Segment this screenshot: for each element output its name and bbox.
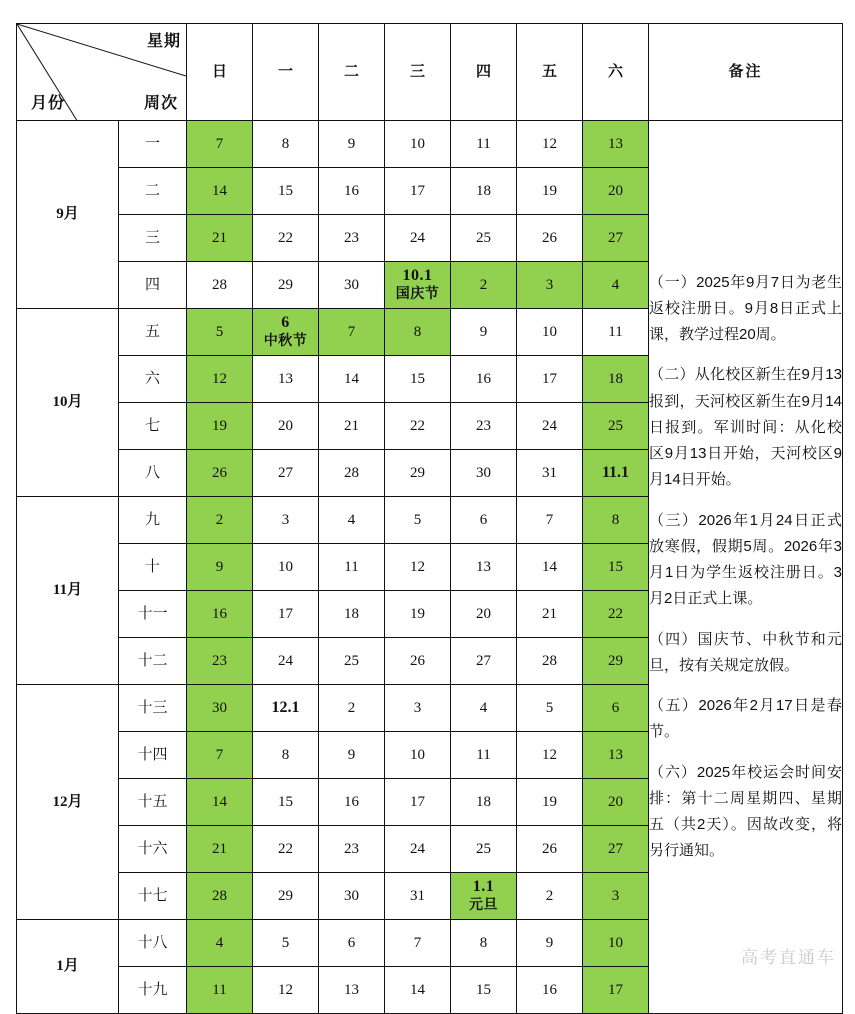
- date-cell[interactable]: 24: [385, 826, 451, 873]
- date-cell[interactable]: 5: [517, 685, 583, 732]
- date-cell[interactable]: 13: [583, 121, 649, 168]
- date-cell[interactable]: 21: [319, 403, 385, 450]
- date-cell[interactable]: 18: [451, 168, 517, 215]
- watermark-label: 高考直通车: [741, 948, 836, 967]
- holiday-cell[interactable]: [451, 873, 517, 920]
- date-cell[interactable]: 7: [187, 121, 253, 168]
- week-number-cell: 十三: [119, 685, 187, 732]
- date-cell[interactable]: 14: [187, 779, 253, 826]
- date-cell[interactable]: 14: [517, 544, 583, 591]
- date-cell[interactable]: 11: [319, 544, 385, 591]
- week-number-cell: 一: [119, 121, 187, 168]
- date-cell[interactable]: 2: [517, 873, 583, 920]
- date-cell[interactable]: 16: [451, 356, 517, 403]
- date-cell[interactable]: 29: [253, 873, 319, 920]
- holiday-cell[interactable]: [385, 262, 451, 309]
- month-label-cell: 1月: [17, 920, 119, 1014]
- date-cell[interactable]: 30: [451, 450, 517, 497]
- date-cell[interactable]: 12: [385, 544, 451, 591]
- date-cell[interactable]: 17: [385, 779, 451, 826]
- date-cell[interactable]: 31: [517, 450, 583, 497]
- date-cell[interactable]: 11: [187, 967, 253, 1014]
- date-cell[interactable]: 13: [319, 967, 385, 1014]
- date-cell[interactable]: 29: [583, 638, 649, 685]
- date-cell[interactable]: 3: [385, 685, 451, 732]
- date-cell[interactable]: 19: [517, 779, 583, 826]
- date-cell[interactable]: 12: [187, 356, 253, 403]
- day-header-6: 六: [583, 24, 649, 121]
- date-cell[interactable]: 29: [385, 450, 451, 497]
- date-cell[interactable]: 4: [319, 497, 385, 544]
- date-cell[interactable]: 12: [517, 732, 583, 779]
- week-number-cell: 十一: [119, 591, 187, 638]
- week-number-cell: 四: [119, 262, 187, 309]
- date-cell[interactable]: 15: [253, 779, 319, 826]
- date-cell[interactable]: 2: [187, 497, 253, 544]
- date-cell[interactable]: 8: [385, 309, 451, 356]
- date-cell[interactable]: 31: [385, 873, 451, 920]
- date-cell[interactable]: 21: [187, 826, 253, 873]
- date-cell[interactable]: 16: [187, 591, 253, 638]
- holiday-date-text: 10.1: [402, 267, 433, 285]
- date-cell[interactable]: 30: [319, 873, 385, 920]
- week-number-cell: 十二: [119, 638, 187, 685]
- week-number-cell: 五: [119, 309, 187, 356]
- note-paragraph-5: （六）2025年校运会时间安排：第十二周星期四、星期五（共2天）。因故改变，将另行通知。: [649, 763, 842, 860]
- date-cell[interactable]: 12.1: [253, 685, 319, 732]
- date-cell[interactable]: 7: [517, 497, 583, 544]
- week-number-cell: 九: [119, 497, 187, 544]
- date-cell[interactable]: 24: [253, 638, 319, 685]
- date-cell[interactable]: 10: [583, 920, 649, 967]
- day-header-2: 二: [319, 24, 385, 121]
- week-number-cell: 八: [119, 450, 187, 497]
- table-row: [17, 121, 843, 168]
- date-cell[interactable]: 2: [451, 262, 517, 309]
- date-cell[interactable]: 14: [187, 168, 253, 215]
- note-paragraph-3: （四）国庆节、中秋节和元旦，按有关规定放假。: [649, 630, 842, 674]
- date-cell[interactable]: 22: [253, 826, 319, 873]
- date-cell[interactable]: 10: [517, 309, 583, 356]
- note-paragraph-0: （一）2025年9月7日为老生返校注册日。9月8日正式上课，教学过程20周。: [649, 273, 842, 343]
- date-cell[interactable]: 19: [385, 591, 451, 638]
- week-number-cell: 十七: [119, 873, 187, 920]
- date-cell[interactable]: 22: [583, 591, 649, 638]
- date-cell[interactable]: 5: [253, 920, 319, 967]
- date-cell[interactable]: 11: [451, 121, 517, 168]
- date-cell[interactable]: 28: [319, 450, 385, 497]
- date-cell[interactable]: 27: [583, 826, 649, 873]
- date-cell[interactable]: 28: [517, 638, 583, 685]
- date-cell[interactable]: 15: [253, 168, 319, 215]
- date-cell[interactable]: 15: [583, 544, 649, 591]
- date-cell[interactable]: 12: [517, 121, 583, 168]
- day-header-3: 三: [385, 24, 451, 121]
- date-cell[interactable]: 9: [319, 121, 385, 168]
- notes-cell: [649, 121, 843, 1014]
- date-cell[interactable]: 17: [583, 967, 649, 1014]
- date-cell[interactable]: 18: [319, 591, 385, 638]
- date-cell[interactable]: 16: [517, 967, 583, 1014]
- date-cell[interactable]: 9: [451, 309, 517, 356]
- date-cell[interactable]: 8: [253, 121, 319, 168]
- date-cell[interactable]: 20: [253, 403, 319, 450]
- date-cell[interactable]: 24: [385, 215, 451, 262]
- day-header-1: 一: [253, 24, 319, 121]
- date-cell[interactable]: 7: [385, 920, 451, 967]
- date-cell[interactable]: 25: [319, 638, 385, 685]
- date-cell[interactable]: 7: [319, 309, 385, 356]
- date-cell[interactable]: 9: [319, 732, 385, 779]
- date-cell[interactable]: 16: [319, 168, 385, 215]
- date-cell[interactable]: 22: [253, 215, 319, 262]
- date-cell[interactable]: 26: [517, 826, 583, 873]
- holiday-name-text: 中秋节: [263, 334, 308, 350]
- date-cell[interactable]: 29: [253, 262, 319, 309]
- date-cell[interactable]: 27: [451, 638, 517, 685]
- date-cell[interactable]: 17: [385, 168, 451, 215]
- date-cell[interactable]: 10: [385, 732, 451, 779]
- date-cell[interactable]: 14: [319, 356, 385, 403]
- date-cell[interactable]: 11: [583, 309, 649, 356]
- date-cell[interactable]: 27: [583, 215, 649, 262]
- date-cell[interactable]: 25: [451, 826, 517, 873]
- date-cell[interactable]: 18: [583, 356, 649, 403]
- date-cell[interactable]: 26: [187, 450, 253, 497]
- week-number-cell: 七: [119, 403, 187, 450]
- date-cell[interactable]: 20: [583, 779, 649, 826]
- date-cell[interactable]: 9: [517, 920, 583, 967]
- date-cell[interactable]: 27: [253, 450, 319, 497]
- notes-header-cell: 备注: [649, 24, 843, 121]
- date-cell[interactable]: 17: [517, 356, 583, 403]
- day-header-5: 五: [517, 24, 583, 121]
- holiday-date-text: 1.1: [472, 878, 495, 896]
- date-cell[interactable]: 25: [451, 215, 517, 262]
- date-cell[interactable]: 23: [187, 638, 253, 685]
- holiday-cell[interactable]: [253, 309, 319, 356]
- date-cell[interactable]: 20: [583, 168, 649, 215]
- date-cell[interactable]: 12: [253, 967, 319, 1014]
- date-cell[interactable]: 10: [253, 544, 319, 591]
- week-number-cell: 三: [119, 215, 187, 262]
- date-cell[interactable]: 8: [451, 920, 517, 967]
- date-cell[interactable]: 21: [187, 215, 253, 262]
- date-cell[interactable]: 16: [319, 779, 385, 826]
- date-cell[interactable]: 17: [253, 591, 319, 638]
- note-paragraph-1: （二）从化校区新生在9月13报到，天河校区新生在9月14日报到。军训时间：从化校区9月13日开始，天河校区9月14日开始。: [649, 366, 842, 489]
- date-cell[interactable]: 22: [385, 403, 451, 450]
- date-cell[interactable]: 6: [451, 497, 517, 544]
- date-cell[interactable]: 15: [451, 967, 517, 1014]
- month-label-cell: 10月: [17, 309, 119, 497]
- date-cell[interactable]: 13: [451, 544, 517, 591]
- date-cell[interactable]: 28: [187, 873, 253, 920]
- date-cell[interactable]: 7: [187, 732, 253, 779]
- week-number-cell: 十四: [119, 732, 187, 779]
- date-cell[interactable]: 14: [385, 967, 451, 1014]
- date-cell[interactable]: 5: [385, 497, 451, 544]
- week-number-cell: 十九: [119, 967, 187, 1014]
- date-cell[interactable]: 23: [319, 215, 385, 262]
- date-cell[interactable]: 25: [583, 403, 649, 450]
- date-cell[interactable]: 23: [319, 826, 385, 873]
- holiday-date-text: 6: [281, 314, 290, 332]
- date-cell[interactable]: 28: [187, 262, 253, 309]
- date-cell[interactable]: 4: [583, 262, 649, 309]
- date-cell[interactable]: 19: [187, 403, 253, 450]
- weeknum-axis-label: 周次: [143, 95, 178, 112]
- date-cell[interactable]: 24: [517, 403, 583, 450]
- table-header-row: [17, 24, 843, 121]
- day-header-4: 四: [451, 24, 517, 121]
- date-cell[interactable]: 11: [451, 732, 517, 779]
- date-cell[interactable]: 3: [253, 497, 319, 544]
- corner-header-cell: [17, 24, 187, 121]
- holiday-name-text: 元旦: [469, 898, 498, 914]
- date-cell[interactable]: 30: [319, 262, 385, 309]
- week-number-cell: 十五: [119, 779, 187, 826]
- notes-body: [649, 270, 842, 865]
- date-cell[interactable]: 15: [385, 356, 451, 403]
- academic-calendar-table: [16, 23, 843, 1014]
- date-cell[interactable]: 23: [451, 403, 517, 450]
- week-number-cell: 十六: [119, 826, 187, 873]
- date-cell[interactable]: 8: [583, 497, 649, 544]
- date-cell[interactable]: 2: [319, 685, 385, 732]
- date-cell[interactable]: 4: [187, 920, 253, 967]
- date-cell[interactable]: 20: [451, 591, 517, 638]
- weekday-axis-label: 星期: [146, 33, 181, 50]
- date-cell[interactable]: 13: [583, 732, 649, 779]
- week-number-cell: 十八: [119, 920, 187, 967]
- month-label-cell: 12月: [17, 685, 119, 920]
- date-cell[interactable]: 11.1: [583, 450, 649, 497]
- date-cell[interactable]: 8: [253, 732, 319, 779]
- month-axis-label: 月份: [31, 95, 66, 112]
- date-cell[interactable]: 3: [517, 262, 583, 309]
- date-cell[interactable]: 5: [187, 309, 253, 356]
- week-number-cell: 二: [119, 168, 187, 215]
- date-cell[interactable]: 10: [385, 121, 451, 168]
- date-cell[interactable]: 21: [517, 591, 583, 638]
- day-header-0: 日: [187, 24, 253, 121]
- date-cell[interactable]: 18: [451, 779, 517, 826]
- note-paragraph-4: （五）2026年2月17日是春节。: [649, 697, 842, 741]
- note-paragraph-2: （三）2026年1月24日正式放寒假，假期5周。2026年3月1日为学生返校注册日。3月2日正式上课。: [649, 511, 842, 608]
- date-cell[interactable]: 9: [187, 544, 253, 591]
- date-cell[interactable]: 4: [451, 685, 517, 732]
- month-label-cell: 11月: [17, 497, 119, 685]
- date-cell[interactable]: 6: [319, 920, 385, 967]
- date-cell[interactable]: 30: [187, 685, 253, 732]
- week-number-cell: 十: [119, 544, 187, 591]
- date-cell[interactable]: 3: [583, 873, 649, 920]
- date-cell[interactable]: 6: [583, 685, 649, 732]
- week-number-cell: 六: [119, 356, 187, 403]
- month-label-cell: 9月: [17, 121, 119, 309]
- date-cell[interactable]: 26: [385, 638, 451, 685]
- holiday-name-text: 国庆节: [395, 287, 440, 303]
- date-cell[interactable]: 19: [517, 168, 583, 215]
- date-cell[interactable]: 26: [517, 215, 583, 262]
- date-cell[interactable]: 13: [253, 356, 319, 403]
